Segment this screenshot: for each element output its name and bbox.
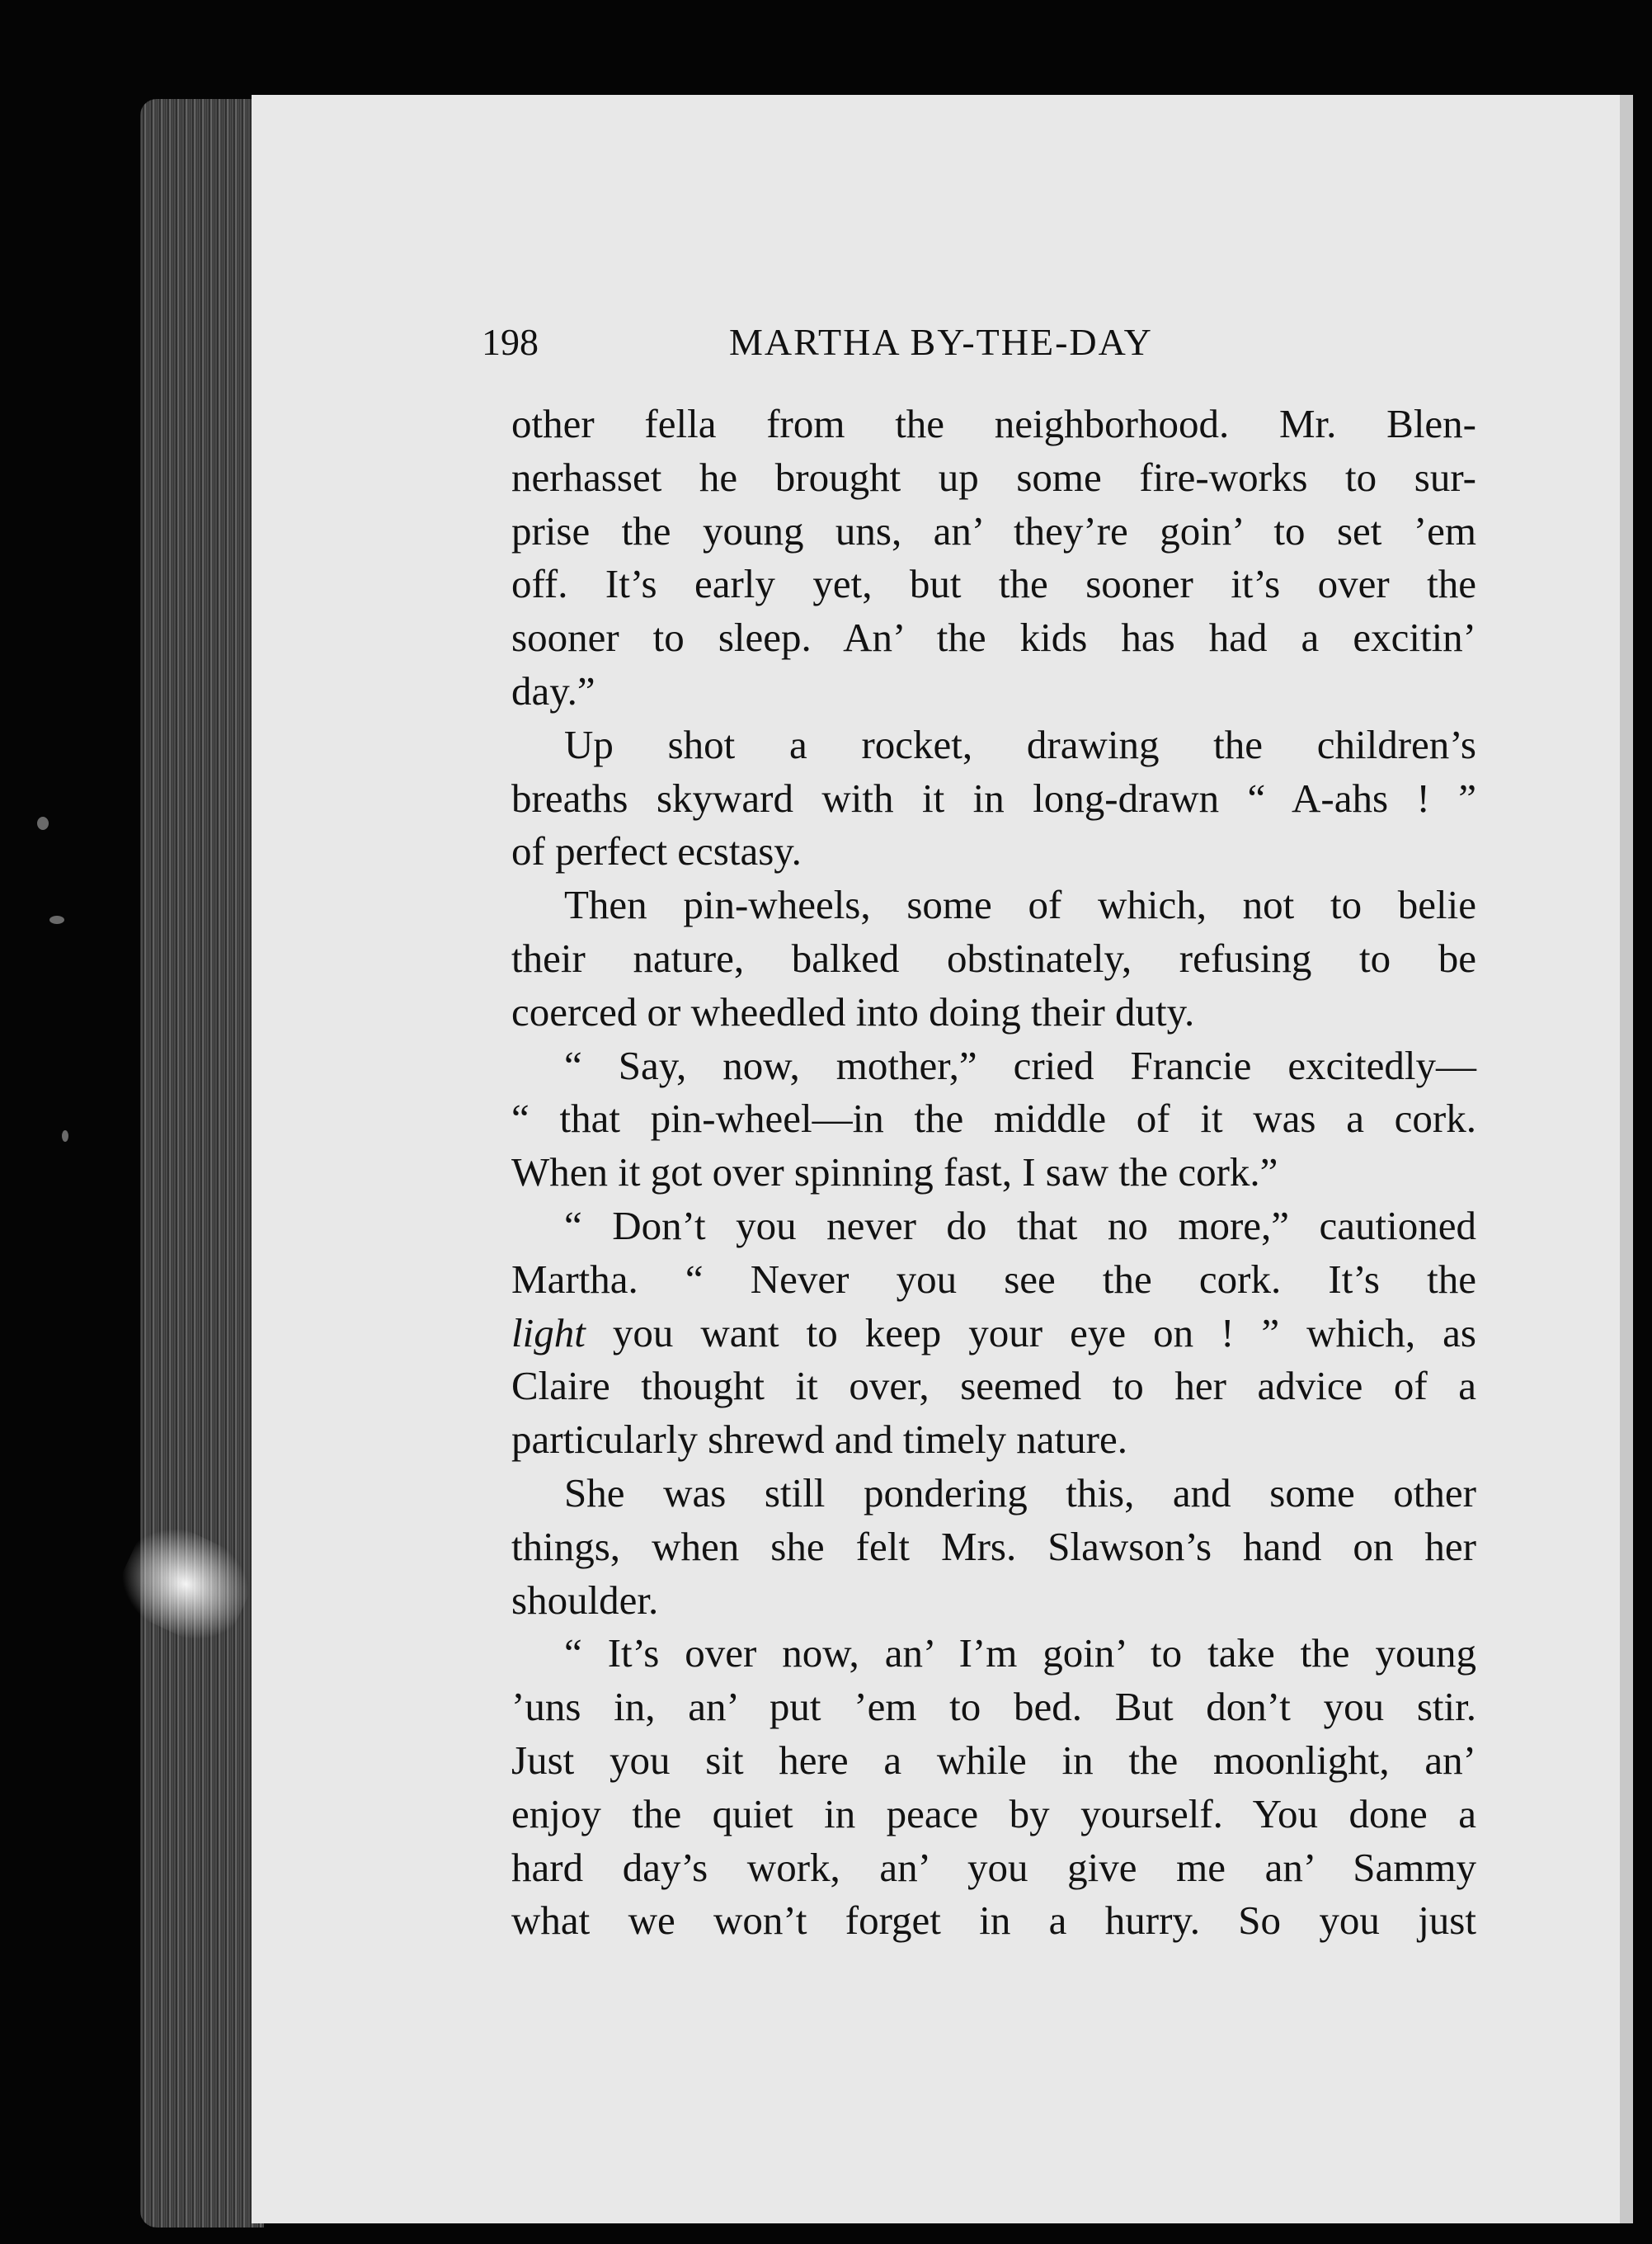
text-line: day.” xyxy=(511,667,595,714)
italic-word: light xyxy=(511,1309,586,1355)
text-line: Martha. “ Never you see the cork. It’s the xyxy=(511,1256,1476,1302)
text-line: what we won’t forget in a hurry. So you just xyxy=(511,1898,1476,1944)
text-line: Then pin-wheels, some of which, not to belie xyxy=(564,882,1476,928)
text-fragment: you want to keep your eye on ! ” which, as xyxy=(585,1309,1476,1355)
dust-speck xyxy=(62,1130,68,1142)
page-number: 198 xyxy=(482,321,539,363)
dust-speck xyxy=(49,916,64,924)
text-line: She was still pondering this, and some other xyxy=(564,1469,1476,1516)
text-line: their nature, balked obstinately, refusing to be xyxy=(511,935,1476,981)
text-line: ’uns in, an’ put ’em to bed. But don’t you stir. xyxy=(511,1684,1476,1730)
text-line: coerced or wheedled into doing their duty. xyxy=(511,988,1195,1035)
text-line: particularly shrewd and timely nature. xyxy=(511,1417,1127,1463)
text-line: sooner to sleep. An’ the kids has had a excitin’ xyxy=(511,615,1476,661)
text-line: “ that pin-wheel—in the middle of it was a cork. xyxy=(511,1096,1476,1142)
dust-speck xyxy=(37,817,49,830)
text-line: enjoy the quiet in peace by yourself. You done a xyxy=(511,1790,1476,1836)
text-line: things, when she felt Mrs. Slawson’s hand on her xyxy=(511,1523,1476,1569)
text-line: hard day’s work, an’ you give me an’ Sammy xyxy=(511,1844,1476,1890)
text-line xyxy=(511,1307,1476,1360)
text-line: Just you sit here a while in the moonlight, an’ xyxy=(511,1737,1476,1783)
text-line: Claire thought it over, seemed to her advice of a xyxy=(511,1363,1476,1409)
text-line: “ Say, now, mother,” cried Francie excitedly— xyxy=(564,1042,1476,1088)
text-line: When it got over spinning fast, I saw the cork.” xyxy=(511,1149,1278,1195)
text-line: “ It’s over now, an’ I’m goin’ to take the young xyxy=(564,1630,1476,1676)
text-line: off. It’s early yet, but the sooner it’s over the xyxy=(511,561,1476,607)
running-header xyxy=(482,320,1228,370)
running-title: MARTHA BY-THE-DAY xyxy=(729,321,1153,363)
text-line: breaths skyward with it in long-drawn “ A-ahs ! ” xyxy=(511,775,1476,821)
text-line: “ Don’t you never do that no more,” cautioned xyxy=(564,1202,1476,1248)
book-page-edges xyxy=(140,99,264,2228)
text-line: prise the young uns, an’ they’re goin’ to set ’em xyxy=(511,507,1476,554)
text-line: nerhasset he brought up some fire-works to sur- xyxy=(511,454,1476,500)
body-text xyxy=(511,398,1476,1948)
text-line: shoulder. xyxy=(511,1577,659,1623)
text-line: other fella from the neighborhood. Mr. Blen- xyxy=(511,401,1476,446)
text-line: Up shot a rocket, drawing the children’s xyxy=(564,721,1476,767)
text-line: of perfect ecstasy. xyxy=(511,828,802,874)
